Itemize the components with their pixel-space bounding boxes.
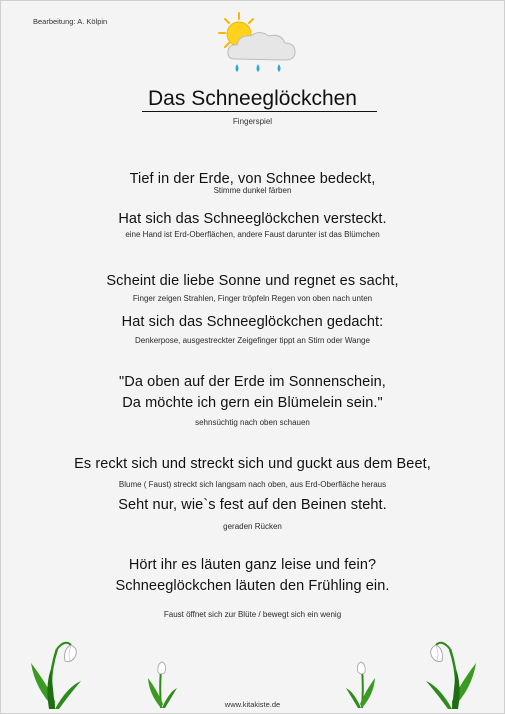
instruction-line: Faust öffnet sich zur Blüte / bewegt sich ein wenig bbox=[163, 610, 342, 619]
verse-line: Da möchte ich gern ein Blümelein sein." bbox=[122, 395, 383, 411]
instruction-line: Denkerpose, ausgestreckter Zeigefinger tippt an Stirn oder Wange bbox=[135, 336, 370, 345]
raindrops bbox=[236, 64, 281, 72]
snowdrop-flower-icon bbox=[27, 629, 83, 709]
instruction-line: Finger zeigen Strahlen, Finger tröpfeln Regen von oben nach unten bbox=[132, 294, 373, 303]
verse-line: Hört ihr es läuten ganz leise und fein? bbox=[128, 557, 377, 573]
instruction-line: Stimme dunkel färben bbox=[213, 186, 292, 195]
verse-line: Schneeglöckchen läuten den Frühling ein. bbox=[115, 578, 390, 594]
page-title: Das Schneeglöckchen bbox=[148, 87, 357, 110]
snowdrop-flower-icon bbox=[424, 629, 480, 709]
instruction-line: eine Hand ist Erd-Oberflächen, andere Faust darunter ist das Blümchen bbox=[125, 230, 380, 239]
subtitle: Fingerspiel bbox=[232, 117, 273, 126]
footer-link[interactable]: www.kitakiste.de bbox=[224, 700, 281, 709]
verse-line: Seht nur, wie`s fest auf den Beinen steht. bbox=[118, 497, 387, 513]
verse-line: Scheint die liebe Sonne und regnet es sacht, bbox=[106, 273, 399, 289]
sun-cloud-rain-icon bbox=[213, 11, 303, 77]
verse-line: Es reckt sich und streckt sich und guckt aus dem Beet, bbox=[74, 456, 431, 472]
verse-line: Hat sich das Schneeglöckchen versteckt. bbox=[118, 211, 387, 227]
title-underline bbox=[142, 111, 377, 112]
verse-line: Tief in der Erde, von Schnee bedeckt, bbox=[129, 171, 376, 187]
instruction-line: Blume ( Faust) streckt sich langsam nach oben, aus Erd-Oberfläche heraus bbox=[118, 480, 387, 489]
verse-line: Hat sich das Schneeglöckchen gedacht: bbox=[121, 314, 384, 330]
verse-line: "Da oben auf der Erde im Sonnenschein, bbox=[119, 374, 386, 390]
instruction-line: sehnsüchtig nach oben schauen bbox=[195, 418, 310, 427]
credit-text: Bearbeitung: A. Kölpin bbox=[33, 17, 108, 26]
instruction-line: geraden Rücken bbox=[223, 522, 282, 531]
